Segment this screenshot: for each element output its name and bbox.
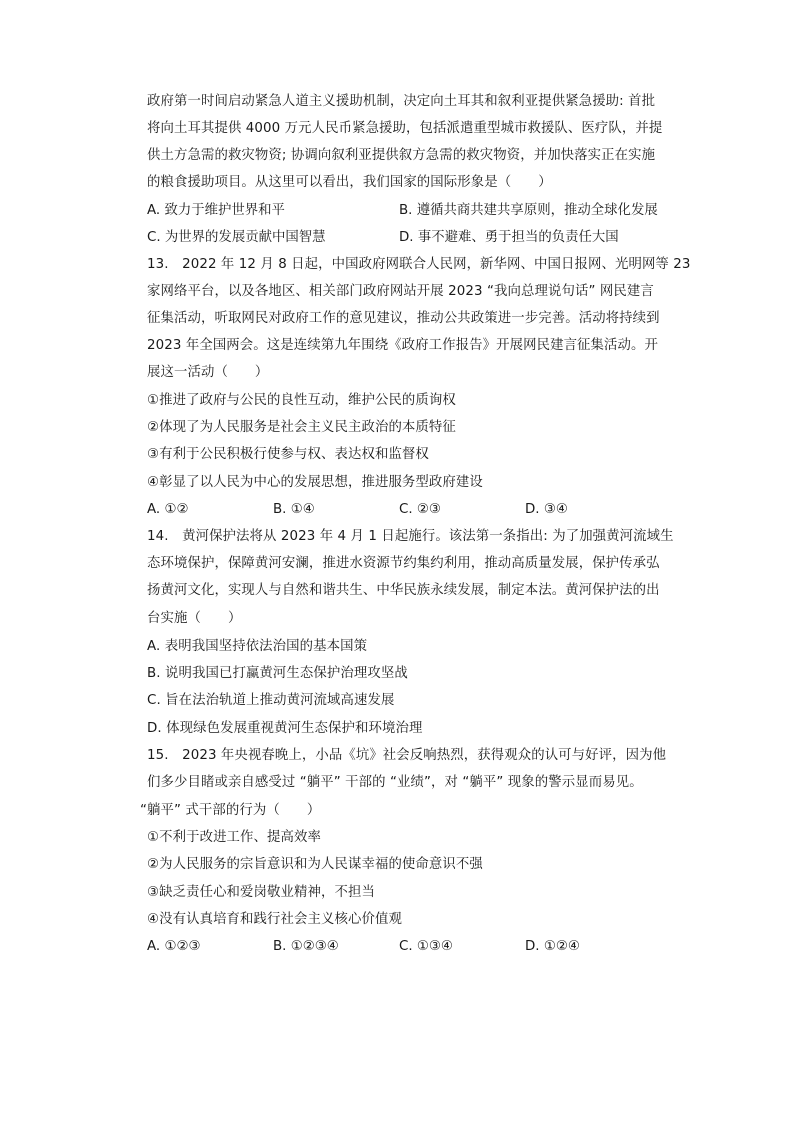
q12-line: 将向土耳其提供 4000 万元人民币紧急援助，包括派遣重型城市救援队、医疗队，并提 — [147, 121, 663, 136]
q12-option-b: B. 遵循共商共建共享原则，推动全球化发展 — [399, 203, 658, 218]
q14-option-c: C. 旨在法治轨道上推动黄河流域高速发展 — [147, 693, 395, 708]
q15-option-a: A. ①②③ — [147, 939, 201, 954]
q15-option-c: C. ①③④ — [399, 939, 453, 954]
q13-line: 征集活动，听取网民对政府工作的意见建议，推动公共政策进一步完善。活动将持续到 — [147, 311, 660, 326]
q13-option-d: D. ③④ — [525, 502, 568, 517]
q13-option-c: C. ②③ — [399, 502, 441, 517]
q15-option-b: B. ①②③④ — [273, 939, 339, 954]
q13-option-b: B. ①④ — [273, 502, 315, 517]
q13-statement: ②体现了为人民服务是社会主义民主政治的本质特征 — [147, 420, 456, 435]
q12-line: 的粮食援助项目。从这里可以看出，我们国家的国际形象是（ ） — [147, 175, 552, 190]
q13-line: 13. 2022 年 12 月 8 日起，中国政府网联合人民网，新华网、中国日报网、光明网等 23 — [147, 257, 691, 272]
q14-line: 台实施（ ） — [147, 611, 242, 626]
q15-line: “躺平” 式干部的行为（ ） — [140, 803, 321, 818]
q15-option-d: D. ①②④ — [525, 939, 580, 954]
q12-line: 供土方急需的救灾物资; 协调向叙利亚提供叙方急需的救灾物资，并加快落实正在实施 — [147, 148, 656, 163]
q14-line: 扬黄河文化，实现人与自然和谐共生、中华民族永续发展，制定本法。黄河保护法的出 — [147, 583, 660, 598]
q14-option-b: B. 说明我国已打赢黄河生态保护治理攻坚战 — [147, 666, 408, 681]
q15-line: 15. 2023 年央视春晚上，小品《坑》社会反响热烈，获得观众的认可与好评，因为他 — [147, 748, 667, 763]
q14-line: 14. 黄河保护法将从 2023 年 4 月 1 日起施行。该法第一条指出: 为了加强黄河流域生 — [147, 529, 674, 544]
q13-statement: ③有利于公民积极行使参与权、表达权和监督权 — [147, 447, 429, 462]
q15-line: 们多少目睹或亲自感受过 “躺平” 干部的 “业绩”，对 “躺平” 现象的警示显而易见。 — [147, 775, 643, 790]
q14-line: 态环境保护，保障黄河安澜，推进水资源节约集约利用，推动高质量发展，保护传承弘 — [147, 556, 660, 571]
q15-statement: ④没有认真培育和践行社会主义核心价值观 — [147, 912, 402, 927]
q14-option-d: D. 体现绿色发展重视黄河生态保护和环境治理 — [147, 721, 423, 736]
q15-statement: ③缺乏责任心和爱岗敬业精神，不担当 — [147, 885, 375, 900]
q12-line: 政府第一时间启动紧急人道主义援助机制，决定向土耳其和叙利亚提供紧急援助: 首批 — [147, 94, 656, 109]
q12-option-a: A. 致力于维护世界和平 — [147, 203, 285, 218]
q13-line: 2023 年全国两会。这是连续第九年围绕《政府工作报告》开展网民建言征集活动。开 — [147, 338, 659, 353]
q13-statement: ④彰显了以人民为中心的发展思想，推进服务型政府建设 — [147, 475, 483, 490]
q15-statement: ②为人民服务的宗旨意识和为人民谋幸福的使命意识不强 — [147, 857, 483, 872]
q13-option-a: A. ①② — [147, 502, 189, 517]
q12-option-d: D. 事不避难、勇于担当的负责任大国 — [399, 230, 619, 245]
q15-statement: ①不利于改进工作、提高效率 — [147, 830, 321, 845]
q14-option-a: A. 表明我国坚持依法治国的基本国策 — [147, 639, 368, 654]
q12-option-c: C. 为世界的发展贡献中国智慧 — [147, 230, 326, 245]
q13-statement: ①推进了政府与公民的良性互动，维护公民的质询权 — [147, 393, 456, 408]
q13-line: 展这一活动（ ） — [147, 365, 269, 380]
q13-line: 家网络平台，以及各地区、相关部门政府网站开展 2023 “我向总理说句话” 网民建言 — [147, 284, 654, 299]
